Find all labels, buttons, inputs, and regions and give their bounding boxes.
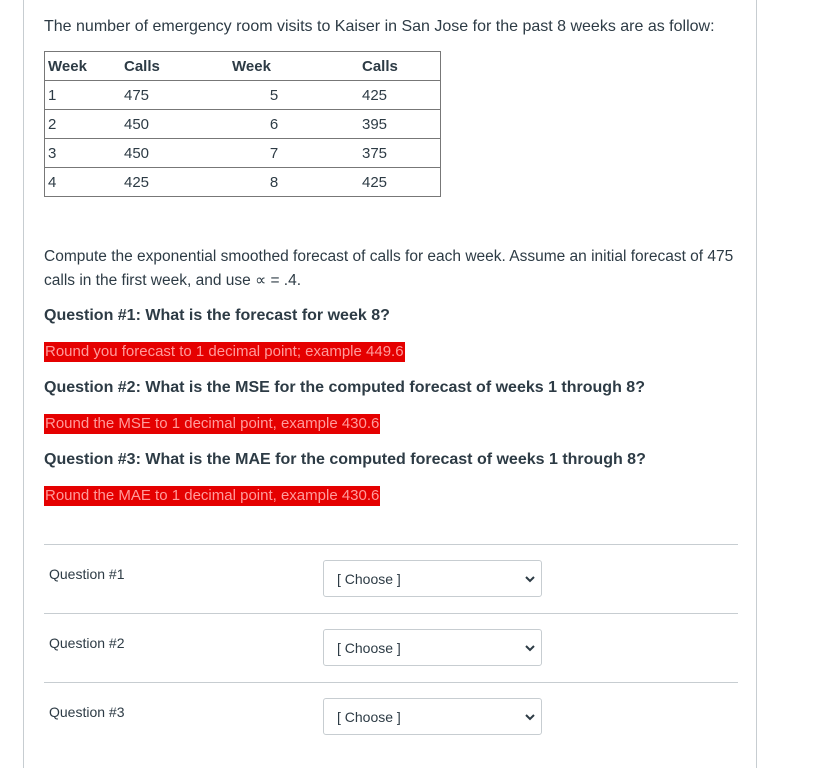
question-1-hint: Round you forecast to 1 decimal point; example 449.6 [45,343,404,360]
table-cell: 425 [316,81,441,110]
instructions-text: Compute the exponential smoothed forecast of calls for each week. Assume an initial forecast of 475 calls in the first week, and use ∝ = .4. [44,248,734,289]
table-cell: 7 [232,139,316,168]
table-cell: 6 [232,110,316,139]
answer-1-selected: [ Choose ] [337,571,401,587]
answer-3-selected: [ Choose ] [337,709,401,725]
table-row [45,139,441,168]
answer-1-dropdown[interactable] [323,560,542,597]
table-cell: 4 [45,168,109,197]
header-week-2: Week [232,52,316,81]
divider [44,682,738,683]
intro-text: The number of emergency room visits to Kaiser in San Jose for the past 8 weeks are as follow: [44,18,715,35]
table-row [45,110,441,139]
chevron-down-icon [524,573,536,585]
table-cell: 8 [232,168,316,197]
answer-3-dropdown[interactable] [323,698,542,735]
question-1-text: Question #1: What is the forecast for week 8? [44,307,390,324]
answer-2-dropdown[interactable] [323,629,542,666]
table-cell: 1 [45,81,109,110]
divider [44,613,738,614]
answer-2-selected: [ Choose ] [337,640,401,656]
header-calls-1: Calls [108,52,232,81]
table-cell: 2 [45,110,109,139]
chevron-down-icon [524,642,536,654]
table-cell: 425 [316,168,441,197]
table-cell: 3 [45,139,109,168]
table-cell: 450 [108,139,232,168]
question-2-hint: Round the MSE to 1 decimal point, example 430.6 [45,415,380,432]
answer-3-label: Question #3 [49,704,125,720]
table-cell: 375 [316,139,441,168]
table-row [45,168,441,197]
table-row [45,81,441,110]
question-2-text: Question #2: What is the MSE for the computed forecast of weeks 1 through 8? [44,379,645,396]
chevron-down-icon [524,711,536,723]
table-cell: 425 [108,168,232,197]
table-header-row [45,52,441,81]
header-calls-2: Calls [316,52,441,81]
table-cell: 450 [108,110,232,139]
answer-1-label: Question #1 [49,566,125,582]
question-3-hint: Round the MAE to 1 decimal point, example 430.6 [45,487,380,504]
calls-table [44,51,441,197]
answer-2-label: Question #2 [49,635,125,651]
table-cell: 5 [232,81,316,110]
question-3-text: Question #3: What is the MAE for the computed forecast of weeks 1 through 8? [44,451,646,468]
table-cell: 395 [316,110,441,139]
header-week-1: Week [45,52,109,81]
table-cell: 475 [108,81,232,110]
divider [44,544,738,545]
